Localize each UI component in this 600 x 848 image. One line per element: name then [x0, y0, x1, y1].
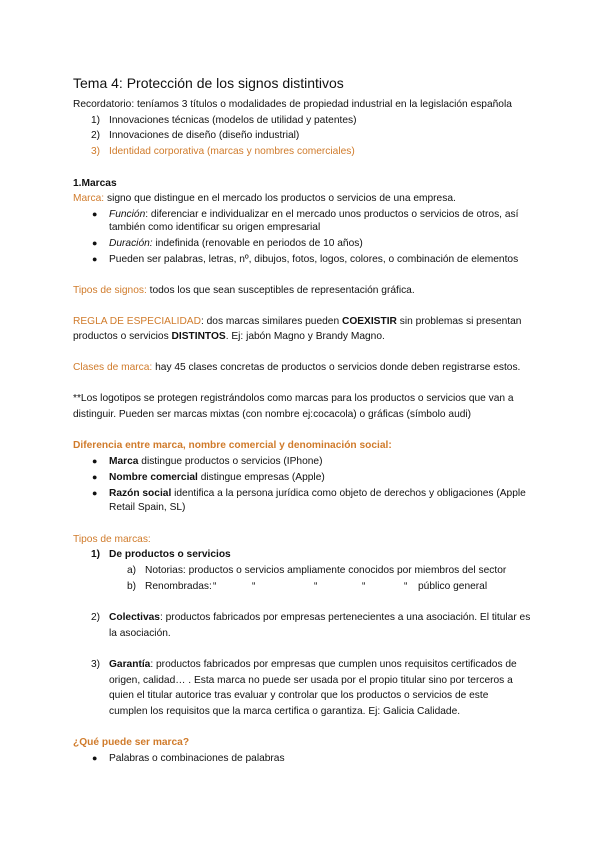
- item-text: identifica a la persona jurídica como objeto de derechos y obligaciones (Apple: [171, 488, 526, 499]
- list-number: 1): [91, 549, 101, 560]
- quote-mark: “: [314, 581, 318, 592]
- duracion-text: indefinida (renovable en periodos de 10 años): [152, 238, 363, 249]
- garantia-line-3: quien el titular autorice tras evaluar y controlar que los productos o servicios de este: [109, 690, 489, 701]
- regla-bold: COEXISTIR: [341, 316, 397, 327]
- tipos-marcas-heading: Tipos de marcas:: [73, 534, 151, 545]
- regla-line-2: [73, 330, 385, 343]
- garantia-line-4: cumplen los requisitos que la marca certifica o garantiza. Ej: Galicia Calidade.: [109, 706, 461, 717]
- bullet-icon: ●: [92, 753, 98, 763]
- tipos-signos-label: Tipos de signos:: [73, 285, 147, 296]
- colectivas-line: [109, 611, 530, 624]
- quote-mark: “: [252, 581, 256, 592]
- que-puede-heading: ¿Qué puede ser marca?: [73, 737, 190, 748]
- garantia-text: : productos fabricados por empresas que cumplen unos requisitos certificados de: [150, 659, 517, 670]
- funcion-label: Función: [109, 209, 146, 220]
- marca-def-text: signo que distingue en el mercado los productos o servicios de una empresa.: [104, 193, 456, 204]
- section-heading-marcas: 1.Marcas: [73, 178, 117, 189]
- list-number: 2): [91, 612, 101, 623]
- regla-label: REGLA DE ESPECIALIDAD: [73, 316, 201, 327]
- quote-mark: “: [404, 581, 408, 592]
- pueden-line: Pueden ser palabras, letras, nº, dibujos, fotos, logos, colores, o combinación de elementos: [109, 254, 519, 265]
- bullet-icon: ●: [92, 472, 98, 482]
- item-bold: Nombre comercial: [109, 472, 198, 483]
- item-text: distingue empresas (Apple): [197, 472, 325, 483]
- list-item: Innovaciones de diseño (diseño industrial): [109, 130, 300, 141]
- list-letter: a): [127, 565, 137, 576]
- list-letter: b): [127, 581, 137, 592]
- bullet-icon: ●: [92, 254, 98, 264]
- garantia-label: Garantía: [109, 659, 151, 670]
- list-item: [109, 455, 323, 468]
- bullet-icon: ●: [92, 238, 98, 248]
- item-bold: Razón social: [109, 488, 172, 499]
- item-bold: Marca: [109, 456, 139, 467]
- regla-text: productos o servicios: [73, 331, 172, 342]
- tipos-signos: [73, 284, 415, 297]
- notorias-line: Notorias: productos o servicios ampliamente conocidos por miembros del sector: [145, 565, 507, 576]
- colectivas-text: : productos fabricados por empresas pertenecientes a una asociación. El titular es: [159, 612, 531, 623]
- list-number: 2): [91, 130, 101, 141]
- garantia-line-2: origen, calidad… . Esta marca no puede ser usada por el propio titular sino por terceros a: [109, 675, 513, 686]
- funcion-text: : diferenciar e individualizar en el mercado unos productos o servicios de otros, así: [145, 209, 519, 220]
- quote-mark: “: [213, 581, 217, 592]
- duracion-label: Duración:: [109, 238, 153, 249]
- clases-label: Clases de marca:: [73, 362, 153, 373]
- regla-bold: DISTINTOS: [171, 331, 226, 342]
- list-number: 3): [91, 659, 101, 670]
- bullet-icon: ●: [92, 456, 98, 466]
- funcion-line-2: también como identificar su origen empresarial: [109, 222, 321, 233]
- colectivas-label: Colectivas: [109, 612, 160, 623]
- renombradas-label: Renombradas:: [145, 581, 212, 592]
- list-number: 3): [91, 146, 101, 157]
- clases-line: [73, 361, 520, 374]
- list-item: Identidad corporativa (marcas y nombres comerciales): [109, 146, 355, 157]
- duracion-line: [109, 237, 363, 250]
- regla-text: sin problemas si presentan: [396, 316, 522, 327]
- clases-text: hay 45 clases concretas de productos o servicios donde deben registrarse estos.: [152, 362, 521, 373]
- logotipos-line-2: distinguir. Pueden ser marcas mixtas (con nombre ej:cocacola) o gráficas (símbolo audi): [73, 409, 472, 420]
- logotipos-line-1: **Los logotipos se protegen registrándolos como marcas para los productos o servicios que van a: [73, 393, 514, 404]
- publico-general: público general: [418, 581, 488, 592]
- tipos-signos-text: todos los que sean susceptibles de representación gráfica.: [146, 285, 415, 296]
- colectivas-line-2: la asociación.: [109, 628, 171, 639]
- bullet-icon: ●: [92, 488, 98, 498]
- list-number: 1): [91, 115, 101, 126]
- quote-mark: “: [362, 581, 366, 592]
- garantia-line: [109, 658, 517, 671]
- list-item: [109, 471, 325, 484]
- page-title: Tema 4: Protección de los signos distintivos: [73, 75, 344, 91]
- list-item-cont: Retail Spain, SL): [109, 502, 186, 513]
- list-item: [109, 487, 526, 500]
- list-item: Palabras o combinaciones de palabras: [109, 753, 285, 764]
- regla-text: : dos marcas similares pueden: [200, 316, 342, 327]
- item-text: distingue productos o servicios (IPhone): [138, 456, 323, 467]
- regla-text: . Ej: jabón Magno y Brandy Magno.: [225, 331, 385, 342]
- marca-label: Marca:: [73, 193, 105, 204]
- list-item: Innovaciones técnicas (modelos de utilidad y patentes): [109, 115, 357, 126]
- diferencia-heading: Diferencia entre marca, nombre comercial y denominación social:: [73, 440, 392, 451]
- bullet-icon: ●: [92, 209, 98, 219]
- regla-line-1: [73, 315, 521, 328]
- tipo-productos-label: De productos o servicios: [109, 549, 231, 560]
- funcion-line: [109, 208, 518, 221]
- recordatorio-intro: Recordatorio: teníamos 3 títulos o modalidades de propiedad industrial en la legislación española: [73, 99, 512, 110]
- marca-definition: [73, 192, 456, 205]
